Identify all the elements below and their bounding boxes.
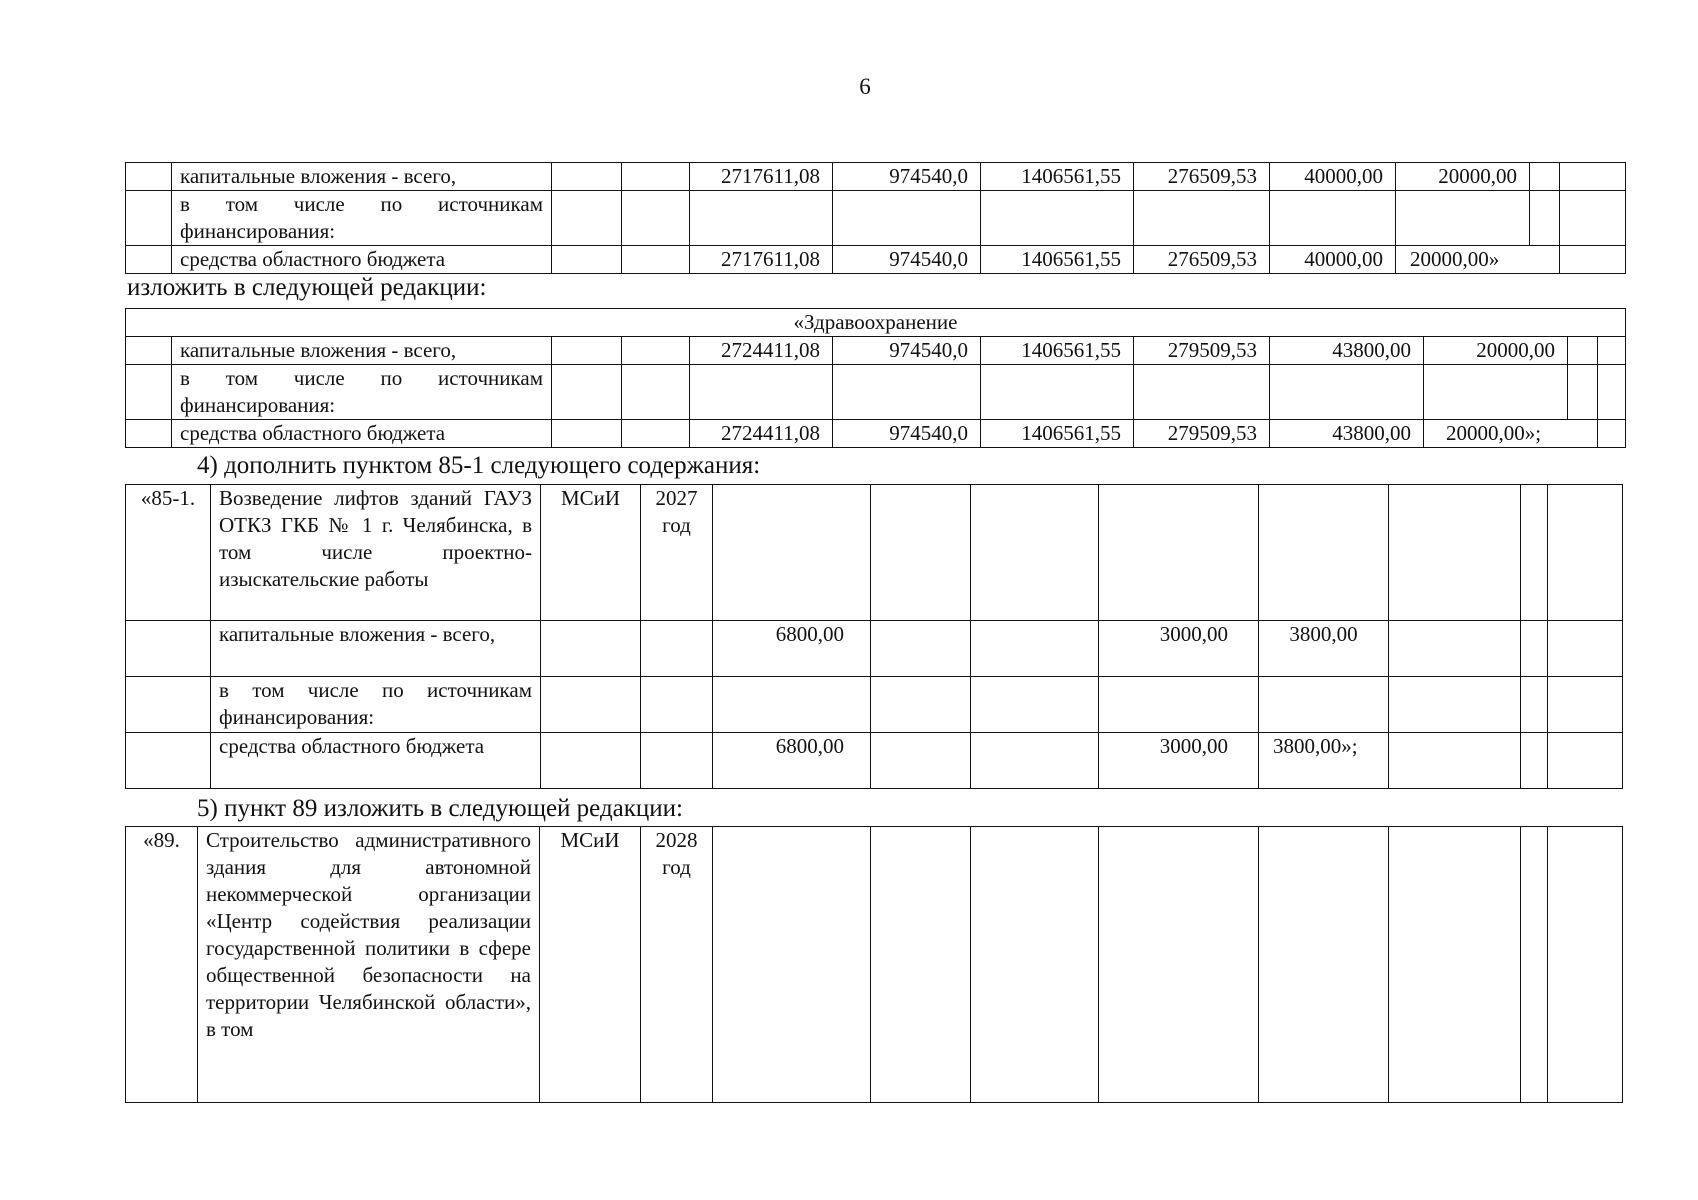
item-title: Строительство административного здания для автономной некоммерческой организации «Центр содействия реализации государственной политики в сфере общественной безопасности на территории Челябинской области», в том [198, 827, 540, 1103]
row-label: капитальные вложения - всего, [172, 337, 552, 365]
table-new-edition [125, 308, 1626, 448]
table-row: средства областного бюджета 2724411,08 974540,0 1406561,55 279509,53 43800,00 20000,00»; [126, 420, 1626, 448]
year: 2027 год [641, 485, 713, 621]
table-item-89 [125, 826, 1623, 1103]
executor: МСиИ [541, 485, 641, 621]
table-row [126, 827, 1623, 1103]
row-label: в том числе по источникам финансирования: [211, 677, 541, 733]
table-item-85-1 [125, 484, 1623, 789]
table-row [126, 191, 1626, 246]
row-label: капитальные вложения - всего, [172, 163, 552, 191]
page-number: 6 [859, 74, 871, 99]
table-row [126, 485, 1623, 621]
table-old-edition [125, 162, 1626, 274]
executor: МСиИ [540, 827, 641, 1103]
row-label: в том числе по источникам финансирования: [172, 365, 552, 420]
section-title: «Здравоохранение [126, 309, 1626, 337]
year: 2028 год [641, 827, 713, 1103]
table-row: капитальные вложения - всего, 6800,00 3000,00 3800,00 [126, 621, 1623, 677]
heading-new-edition: изложить в следующей редакции: [127, 274, 487, 301]
table-row [126, 365, 1626, 420]
row-label: капитальные вложения - всего, [211, 621, 541, 677]
table-row: капитальные вложения - всего, 2724411,08 974540,0 1406561,55 279509,53 43800,00 20000,00 [126, 337, 1626, 365]
table-row: средства областного бюджета 6800,00 3000,00 3800,00»; [126, 733, 1623, 789]
row-label: средства областного бюджета [172, 420, 552, 448]
heading-item-5: 5) пункт 89 изложить в следующей редакции: [197, 795, 683, 822]
table-row: средства областного бюджета 2717611,08 974540,0 1406561,55 276509,53 40000,00 20000,00» [126, 246, 1626, 274]
heading-item-4: 4) дополнить пунктом 85-1 следующего содержания: [197, 452, 761, 479]
item-number: «89. [126, 827, 198, 1103]
item-number: «85-1. [126, 485, 211, 621]
row-label: в том числе по источникам финансирования: [172, 191, 552, 246]
item-title: Возведение лифтов зданий ГАУЗ ОТКЗ ГКБ № 1 г. Челябинска, в том числе проектно-изыскательские работы [211, 485, 541, 621]
row-label: средства областного бюджета [211, 733, 541, 789]
row-label: средства областного бюджета [172, 246, 552, 274]
table-row: капитальные вложения - всего, 2717611,08 974540,0 1406561,55 276509,53 40000,00 20000,00 [126, 163, 1626, 191]
table-row [126, 677, 1623, 733]
table-section-row [126, 309, 1626, 337]
